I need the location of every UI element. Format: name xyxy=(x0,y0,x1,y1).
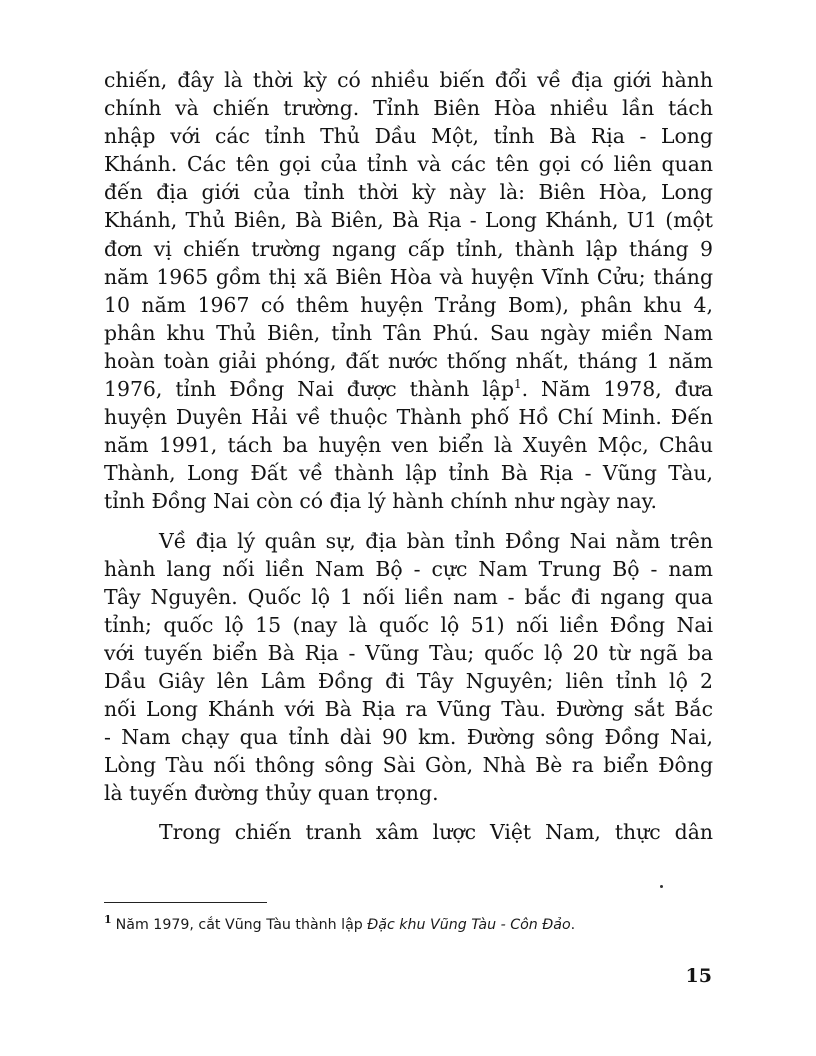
paragraph-1 xyxy=(104,66,713,516)
text-line-with-footnote xyxy=(104,375,713,403)
text-line: Lòng Tàu nối thông sông Sài Gòn, Nhà Bè ra biển Đông xyxy=(104,753,713,778)
text-line: Về địa lý quân sự, địa bàn tỉnh Đồng Nai nằm trên xyxy=(159,528,713,553)
text-line: chiến, đây là thời kỳ có nhiều biến đổi về địa giới hành xyxy=(104,68,713,92)
text-line: - Nam chạy qua tỉnh dài 90 km. Đường sông Đồng Nai, xyxy=(104,725,713,750)
text-segment: 1976, tỉnh Đồng Nai được thành lập xyxy=(104,377,514,402)
scan-speck xyxy=(660,885,663,888)
text-line: đơn vị chiến trường ngang cấp tỉnh, thành lập tháng 9 xyxy=(104,236,713,261)
text-line: chính và chiến trường. Tỉnh Biên Hòa nhiều lần tách xyxy=(104,96,713,121)
footnote-end: . xyxy=(570,917,576,933)
footnote-reference[interactable]: 1 xyxy=(514,377,522,392)
text-line: đến địa giới của tỉnh thời kỳ này là: Biên Hòa, Long xyxy=(104,180,713,205)
text-line: nối Long Khánh với Bà Rịa ra Vũng Tàu. Đường sắt Bắc xyxy=(104,697,713,722)
text-line: 10 năm 1967 có thêm huyện Trảng Bom), phân khu 4, xyxy=(104,292,713,317)
text-line: Khánh, Thủ Biên, Bà Biên, Bà Rịa - Long Khánh, U1 (một xyxy=(104,208,713,233)
text-segment: . Năm 1978, đưa xyxy=(521,377,713,402)
paragraph-3 xyxy=(104,818,713,846)
paragraph-2 xyxy=(104,527,713,808)
text-line: Khánh. Các tên gọi của tỉnh và các tên gọi có liên quan xyxy=(104,152,713,177)
text-line: năm 1991, tách ba huyện ven biển là Xuyên Mộc, Châu xyxy=(104,433,713,458)
page-body xyxy=(104,66,713,847)
text-line: hành lang nối liền Nam Bộ - cực Nam Trung Bộ - nam xyxy=(104,556,713,581)
text-line: phân khu Thủ Biên, tỉnh Tân Phú. Sau ngày miền Nam xyxy=(104,320,713,345)
footnote-divider xyxy=(104,902,267,903)
footnote-text: Năm 1979, cắt Vũng Tàu thành lập xyxy=(115,917,368,933)
footnote-marker: 1 xyxy=(104,913,112,927)
text-line: nhập với các tỉnh Thủ Dầu Một, tỉnh Bà Rịa - Long xyxy=(104,124,713,149)
text-line: Tây Nguyên. Quốc lộ 1 nối liền nam - bắc đi ngang qua xyxy=(104,584,713,609)
text-line: Thành, Long Đất về thành lập tỉnh Bà Rịa - Vũng Tàu, xyxy=(104,461,713,486)
text-line: là tuyến đường thủy quan trọng. xyxy=(104,781,439,806)
footnote-italic-text: Đặc khu Vũng Tàu - Côn Đảo xyxy=(367,917,571,933)
text-line: tỉnh; quốc lộ 15 (nay là quốc lộ 51) nối liền Đồng Nai xyxy=(104,612,713,637)
text-line: tỉnh Đồng Nai còn có địa lý hành chính như ngày nay. xyxy=(104,489,657,514)
text-line: với tuyến biển Bà Rịa - Vũng Tàu; quốc lộ 20 từ ngã ba xyxy=(104,640,713,665)
text-line: Trong chiến tranh xâm lược Việt Nam, thực dân xyxy=(159,820,713,845)
text-line: hoàn toàn giải phóng, đất nước thống nhất, tháng 1 năm xyxy=(104,348,713,373)
text-line: năm 1965 gồm thị xã Biên Hòa và huyện Vĩnh Cửu; tháng xyxy=(104,264,713,289)
footnote xyxy=(104,915,713,935)
text-line: Dầu Giây lên Lâm Đồng đi Tây Nguyên; liên tỉnh lộ 2 xyxy=(104,668,713,693)
page-number: 15 xyxy=(685,965,712,987)
text-line: huyện Duyên Hải về thuộc Thành phố Hồ Chí Minh. Đến xyxy=(104,405,713,430)
